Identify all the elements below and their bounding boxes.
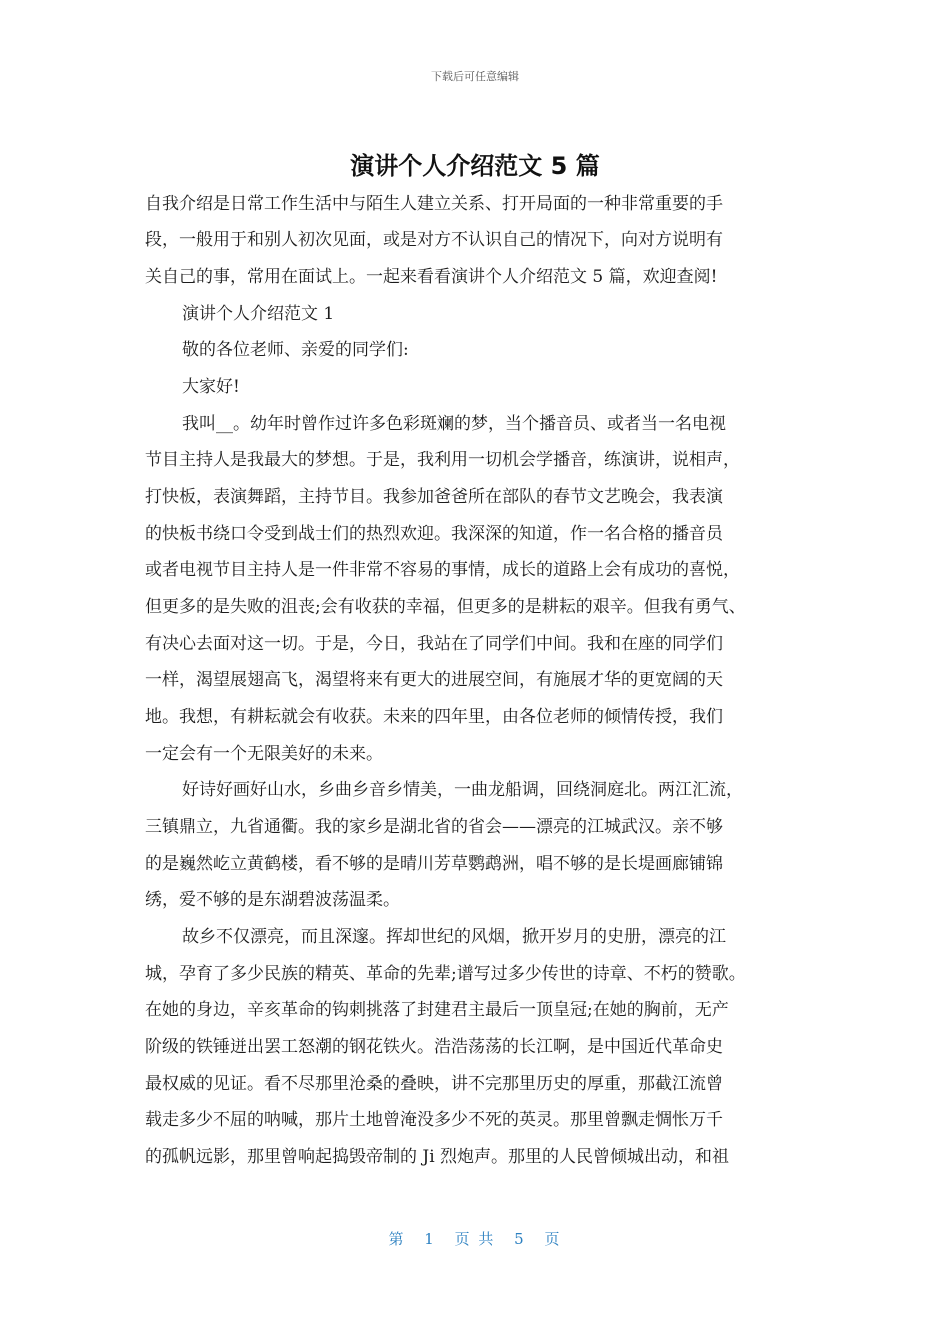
text-line: 地。我想，有耕耘就会有收获。未来的四年里，由各位老师的倾情传授，我们 — [145, 707, 723, 727]
text-line: 大家好! — [182, 377, 240, 397]
text-line: 打快板，表演舞蹈，主持节目。我参加爸爸所在部队的春节文艺晚会，我表演 — [145, 487, 723, 507]
header-note: 下载后可任意编辑 — [431, 70, 519, 83]
text-line: 在她的身边，辛亥革命的钩刺挑落了封建君主最后一顶皇冠;在她的胸前，无产 — [145, 1000, 729, 1020]
text-line: 敬的各位老师、亲爱的同学们: — [182, 340, 409, 360]
text-line: 三镇鼎立，九省通衢。我的家乡是湖北省的省会——漂亮的江城武汉。亲不够 — [145, 817, 723, 837]
text-line: 一定会有一个无限美好的未来。 — [145, 744, 383, 764]
current-page-number: 1 — [424, 1230, 436, 1248]
text-line: 最权威的见证。看不尽那里沧桑的叠映，讲不完那里历史的厚重，那截江流曾 — [145, 1074, 723, 1094]
text-line: 城，孕育了多少民族的精英、革命的先辈;谱写过多少传世的诗章、不朽的赞歌。 — [145, 964, 746, 984]
text-line: 阶级的铁锤迸出罢工怒潮的钢花铁火。浩浩荡荡的长江啊，是中国近代革命史 — [145, 1037, 723, 1057]
text-line: 有决心去面对这一切。于是，今日，我站在了同学们中间。我和在座的同学们 — [145, 634, 723, 654]
text-line: 的孤帆远影，那里曾响起捣毁帝制的 Ji 烈炮声。那里的人民曾倾城出动，和祖 — [145, 1147, 730, 1167]
text-line: 一样，渴望展翅高飞，渴望将来有更大的进展空间，有施展才华的更宽阔的天 — [145, 670, 723, 690]
text-line: 好诗好画好山水，乡曲乡音乡情美，一曲龙船调，回绕洞庭北。两江汇流， — [182, 780, 743, 800]
page-title: 演讲个人介绍范文 5 篇 — [350, 152, 600, 180]
text-line: 载走多少不屈的呐喊，那片土地曾淹没多少不死的英灵。那里曾飘走惆怅万千 — [145, 1110, 723, 1130]
footer-label-page: 第 — [388, 1230, 406, 1248]
text-line: 节目主持人是我最大的梦想。于是，我利用一切机会学播音，练演讲，说相声， — [145, 450, 740, 470]
text-line: 演讲个人介绍范文 1 — [182, 304, 335, 324]
text-line: 自我介绍是日常工作生活中与陌生人建立关系、打开局面的一种非常重要的手 — [145, 194, 723, 214]
text-line: 关自己的事，常用在面试上。一起来看看演讲个人介绍范文 5 篇，欢迎查阅! — [145, 267, 718, 287]
text-line: 的是巍然屹立黄鹤楼，看不够的是晴川芳草鹦鹉洲，唱不够的是长堤画廊铺锦 — [145, 854, 723, 874]
footer-label-of: 页 共 — [454, 1230, 496, 1248]
text-line: 故乡不仅漂亮，而且深邃。挥却世纪的风烟，掀开岁月的史册，漂亮的江 — [182, 927, 726, 947]
footer-label-pages: 页 — [544, 1230, 562, 1248]
text-line: 我叫__。幼年时曾作过许多色彩斑斓的梦，当个播音员、或者当一名电视 — [182, 414, 726, 434]
total-pages-number: 5 — [514, 1230, 526, 1248]
page-footer — [0, 1228, 950, 1249]
text-line: 的快板书绕口令受到战士们的热烈欢迎。我深深的知道，作一名合格的播音员 — [145, 524, 723, 544]
text-line: 段，一般用于和别人初次见面，或是对方不认识自己的情况下，向对方说明有 — [145, 230, 723, 250]
text-line: 但更多的是失败的沮丧;会有收获的幸福，但更多的是耕耘的艰辛。但我有勇气、 — [145, 597, 746, 617]
text-line: 或者电视节目主持人是一件非常不容易的事情，成长的道路上会有成功的喜悦， — [145, 560, 740, 580]
text-line: 绣，爱不够的是东湖碧波荡温柔。 — [145, 890, 400, 910]
